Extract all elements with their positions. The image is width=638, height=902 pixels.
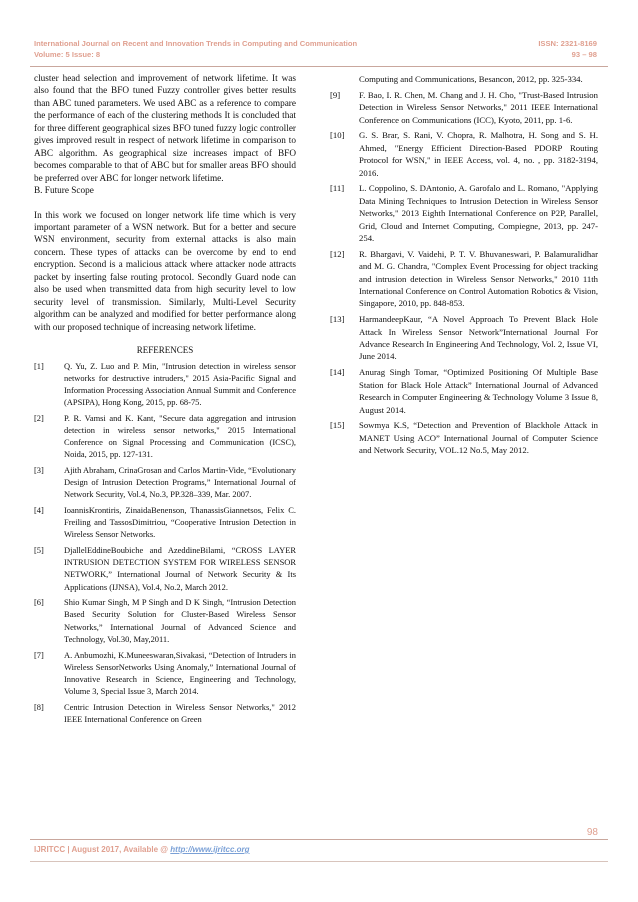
references-heading: REFERENCES <box>136 345 194 356</box>
reference-number: [15] <box>330 420 345 431</box>
reference-text: Sowmya K.S, “Detection and Prevention of Blackhole Attack in MANET Using ACO” International Journal of Computer Science and Network Security, VOL.12 No.5, May 2012. <box>359 420 598 456</box>
reference-item <box>330 313 598 363</box>
reference-item <box>330 248 598 310</box>
footer-link[interactable]: http://www.ijritcc.org <box>170 845 250 854</box>
reference-number: [5] <box>34 545 44 556</box>
reference-list-right <box>330 73 598 457</box>
reference-number: [2] <box>34 412 44 423</box>
reference-text: R. Bhargavi, V. Vaidehi, P. T. V. Bhuvaneswari, P. Balamuralidhar and M. G. Chandra, "Complex Event Processing for object tracking and intrusion detection in Wireless Sensor Networks," 2010 11th International Conference on Control Automation Robotics & Vision, Singapore, 2010, pp. 848-853. <box>359 248 598 309</box>
reference-number: [3] <box>34 464 44 475</box>
right-column <box>330 73 598 460</box>
reference-text: Shio Kumar Singh, M P Singh and D K Singh, “Intrusion Detection Based Security Solution for Cluster-Based Wireless Sensor Networks,” International Journal of Advanced Science and Technology, Vol.30, May,2011. <box>64 597 296 644</box>
reference-text: HarmandeepKaur, “A Novel Approach To Prevent Black Hole Attack In Wireless Sensor Network”International Journal For Advance Research In Engineering And Technology, Vol. 2, Issue VI, June 2014. <box>359 314 598 362</box>
reference-item <box>34 649 296 698</box>
issn: ISSN: 2321-8169 <box>538 39 597 48</box>
reference-item <box>34 596 296 645</box>
reference-item <box>330 366 598 416</box>
reference-number: [1] <box>34 360 44 371</box>
reference-item <box>34 701 296 725</box>
reference-number: [9] <box>330 89 341 100</box>
future-scope-paragraph: In this work we focused on longer network life time which is very important parameter of a WSN network. But for a better and secure WSN environment, security from external attacks is also main concern. These types of attacks can be overcome by end to end encryption. Second is a malicious attack where attacker node attracts packet by inserting false routing protocol. Secondly Guard node can also be used when transmitted data from high security level to low security level of transmission. Similarly, Multi-Level Security algorithm can be analyzed and modified for better performance along with our proposed technique of increasing network lifetime. <box>34 210 296 333</box>
conclusion-paragraph: cluster head selection and improvement of network lifetime. It was also found that the BFO tuned Fuzzy controller gives better results than ABC tuned parameters. We used ABC as a reference to compare the performance of each of the clustering methods It is concluded that for three different geographical sizes BFO tuned fuzzy logic controller gives improved result in respect of network lifetime in comparison to ABC algorithm. As geographical size increases impact of BFO becomes comparable to that of ABC but for smaller areas BFO should be preferred over ABC for longer network lifetime. <box>34 74 296 184</box>
reference-text: DjallelEddineBoubiche and AzeddineBilami, “CROSS LAYER INTRUSION DETECTION SYSTEM FOR WIRELESS SENSOR NETWORK,” International Journal of Network Security & Its Applications (IJNSA), Vol.4, No.2, March 2012. <box>64 545 296 592</box>
reference-text: L. Coppolino, S. DAntonio, A. Garofalo and L. Romano, "Applying Data Mining Techniques to Intrusion Detection in Wireless Sensor Networks," 2013 Eighth International Conference on P2P, Parallel, Grid, Cloud and Internet Computing, Compiegne, 2013, pp. 247-254. <box>359 183 598 244</box>
footer-publisher: IJRITCC | August 2017, Available @ <box>34 845 171 854</box>
reference-text: Anurag Singh Tomar, “Optimized Positioning Of Multiple Base Station for Black Hole Attack” International Journal of Advanced Research in Computer Engineering & Technology Volume 3 Issue 8, August 2014. <box>359 367 598 415</box>
reference-number: [12] <box>330 248 345 259</box>
footer-divider <box>30 839 608 840</box>
reference-text: Centric Intrusion Detection in Wireless Sensor Networks," 2012 IEEE International Conference on Green <box>64 701 296 724</box>
reference-number: [14] <box>330 367 345 378</box>
reference-item <box>34 464 296 500</box>
reference-number: [10] <box>330 130 345 141</box>
reference-text: A. Anbumozhi, K.Muneeswaran,Sivakasi, “Detection of Intruders in Wireless SensorNetworks Using Anomaly,” International Journal of Innovative Research in Science, Engineering and Technology, Volume 3, Special Issue 3, March 2014. <box>64 649 296 696</box>
footer-bottom-divider <box>30 861 608 862</box>
page-number: 98 <box>586 827 598 838</box>
reference-list-left <box>34 360 296 726</box>
running-header-right <box>538 38 597 60</box>
reference-item <box>34 360 296 409</box>
reference-text: F. Bao, I. R. Chen, M. Chang and J. H. Cho, "Trust-Based Intrusion Detection in Wireless Sensor Networks," 2011 IEEE International Conference on Communications (ICC), Kyoto, 2011, pp. 1-6. <box>359 89 598 125</box>
reference-text: P. R. Vamsi and K. Kant, "Secure data aggregation and intrusion detection in wireless sensor networks," 2015 International Conference on Signal Processing and Communication (ICSC), Noida, 2015, pp. 127-131. <box>64 412 296 460</box>
reference-item <box>330 73 598 85</box>
reference-text: G. S. Brar, S. Rani, V. Chopra, R. Malhotra, H. Song and S. H. Ahmed, "Energy Efficient Direction-Based PDORP Routing Protocol for WSN," in IEEE Access, vol. 4, no. , pp. 3182-3194, 2016. <box>359 130 598 178</box>
reference-item <box>34 544 296 593</box>
journal-name: International Journal on Recent and Innovation Trends in Computing and Communication <box>34 39 358 48</box>
volume-issue: Volume: 5 Issue: 8 <box>34 50 101 59</box>
reference-item <box>330 89 598 126</box>
reference-item <box>330 419 598 456</box>
reference-item <box>34 412 296 461</box>
page-range: 93 – 98 <box>571 50 597 59</box>
left-column <box>34 73 296 729</box>
reference-item <box>330 129 598 179</box>
footer-text <box>34 845 250 854</box>
reference-number: [13] <box>330 314 345 325</box>
header-divider <box>30 66 608 67</box>
reference-number: [8] <box>34 701 44 712</box>
reference-text: Q. Yu, Z. Luo and P. Min, "Intrusion detection in wireless sensor networks for destructive intruders," 2015 Asia-Pacific Signal and Information Processing Association Annual Summit and Conference (APSIPA), Hong Kong, 2015, pp. 68-75. <box>64 360 296 407</box>
reference-number: [11] <box>330 183 345 194</box>
reference-text: IoannisKrontiris, ZinaidaBenenson, ThanassisGiannetsos, Felix C. Freiling and TassosDimitriou, “Cooperative Intrusion Detection in Wireless Sensor Networks. <box>64 505 296 540</box>
running-header <box>34 38 357 60</box>
reference-number: [6] <box>34 597 44 608</box>
reference-number: [4] <box>34 505 44 516</box>
reference-number: [7] <box>34 649 44 660</box>
section-heading-future-scope: B. Future Scope <box>34 186 94 197</box>
reference-item <box>34 504 296 540</box>
reference-text: Ajith Abraham, CrinaGrosan and Carlos Martin-Vide, “Evolutionary Design of Intrusion Detection Programs,” International Journal of Network Security, Vol.4, No.3, PP.328–339, Mar. 2007. <box>64 464 296 500</box>
reference-item <box>330 182 598 244</box>
reference-text: Computing and Communications, Besancon, 2012, pp. 325-334. <box>359 74 583 84</box>
